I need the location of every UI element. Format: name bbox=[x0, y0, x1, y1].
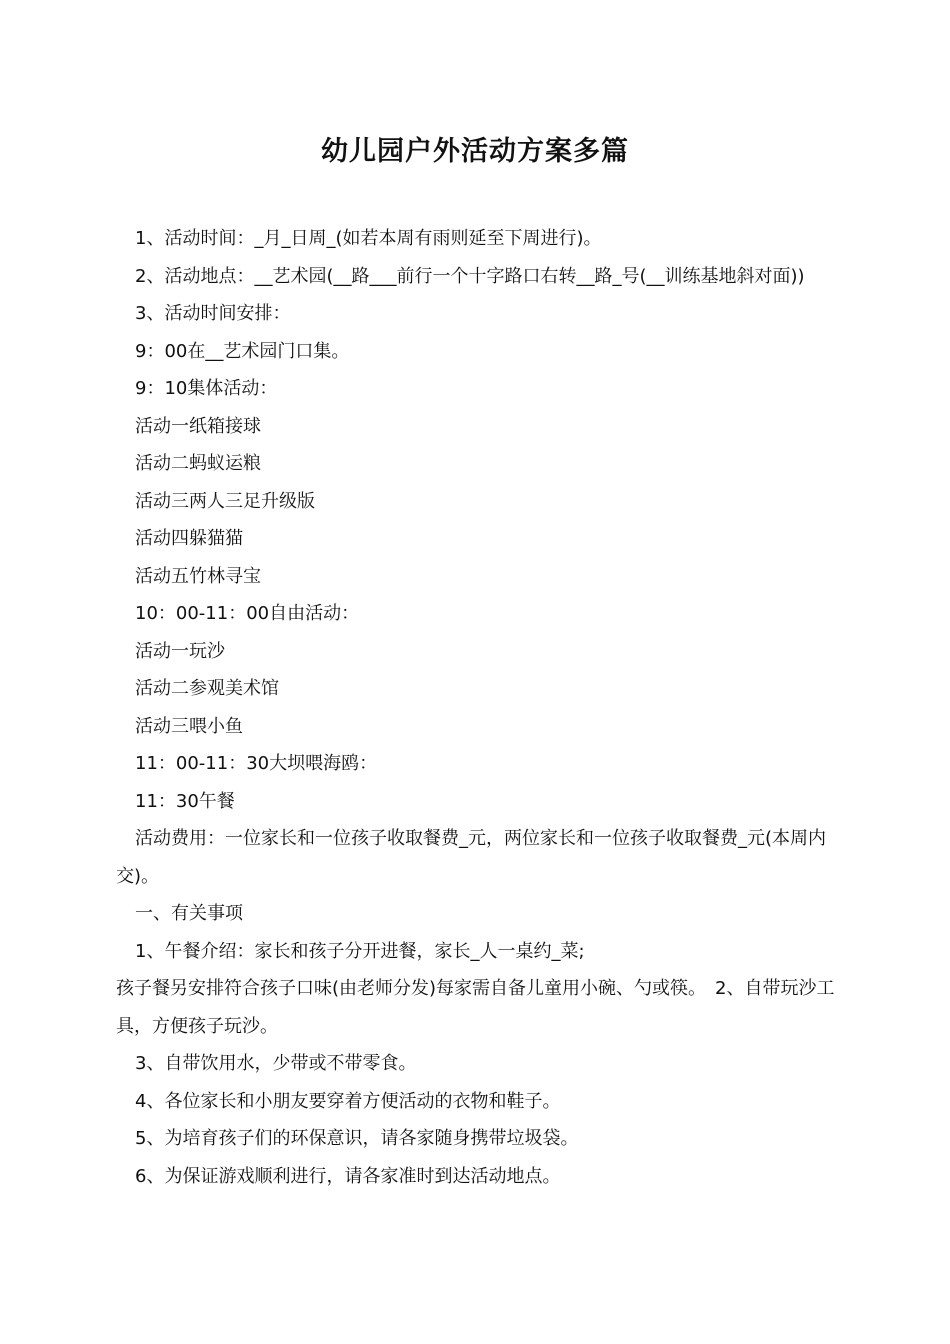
paragraph-schedule-heading: 3、活动时间安排： bbox=[135, 303, 291, 324]
list-item: 活动三两人三足升级版 bbox=[135, 490, 315, 512]
list-item: 活动一纸箱接球 bbox=[135, 415, 261, 437]
paragraph-schedule-group-activity: 9：10集体活动： bbox=[135, 378, 278, 399]
paragraph-activity-fees: 活动费用：一位家长和一位孩子收取餐费_元，两位家长和一位孩子收取餐费_元(本周内交)。 bbox=[116, 828, 827, 887]
section-heading-notes: 一、有关事项 bbox=[135, 903, 243, 924]
paragraph-water: 3、自带饮用水，少带或不带零食。 bbox=[135, 1053, 417, 1074]
list-item: 活动四躲猫猫 bbox=[135, 528, 243, 549]
paragraph-lunch-intro: 1、午餐介绍：家长和孩子分开进餐，家长_人一桌约_菜; bbox=[135, 940, 585, 962]
paragraph-schedule-free-activity: 10：00-11：00自由活动： bbox=[135, 603, 360, 624]
paragraph-activity-time: 1、活动时间：_月_日周_(如若本周有雨则延至下周进行)。 bbox=[135, 228, 602, 249]
list-item: 活动五竹林寻宝 bbox=[135, 565, 261, 587]
list-item: 活动二蚂蚁运粮 bbox=[135, 453, 261, 474]
list-item: 活动二参观美术馆 bbox=[135, 678, 279, 699]
paragraph-clothing: 4、各位家长和小朋友要穿着方便活动的衣物和鞋子。 bbox=[135, 1090, 561, 1112]
list-item: 活动三喂小鱼 bbox=[135, 715, 243, 737]
paragraph-schedule-lunch: 11：30午餐 bbox=[135, 790, 235, 812]
document-body bbox=[116, 220, 838, 1195]
list-item: 活动一玩沙 bbox=[135, 640, 225, 662]
paragraph-environment: 5、为培育孩子们的环保意识，请各家随身携带垃圾袋。 bbox=[135, 1128, 579, 1149]
paragraph-punctuality: 6、为保证游戏顺利进行，请各家准时到达活动地点。 bbox=[135, 1165, 561, 1187]
paragraph-schedule-seagulls: 11：00-11：30大坝喂海鸥： bbox=[135, 753, 378, 774]
paragraph-kids-meal: 孩子餐另安排符合孩子口味(由老师分发)每家需自备儿童用小碗、勺或筷。 2、自带玩沙工具，方便孩子玩沙。 bbox=[116, 978, 835, 1037]
paragraph-schedule-gather: 9：00在__艺术园门口集。 bbox=[135, 340, 350, 362]
paragraph-activity-location: 2、活动地点：__艺术园(__路___前行一个十字路口右转__路_号(__训练基地斜对面)) bbox=[135, 265, 805, 287]
document-title: 幼儿园户外活动方案多篇 bbox=[321, 136, 629, 167]
